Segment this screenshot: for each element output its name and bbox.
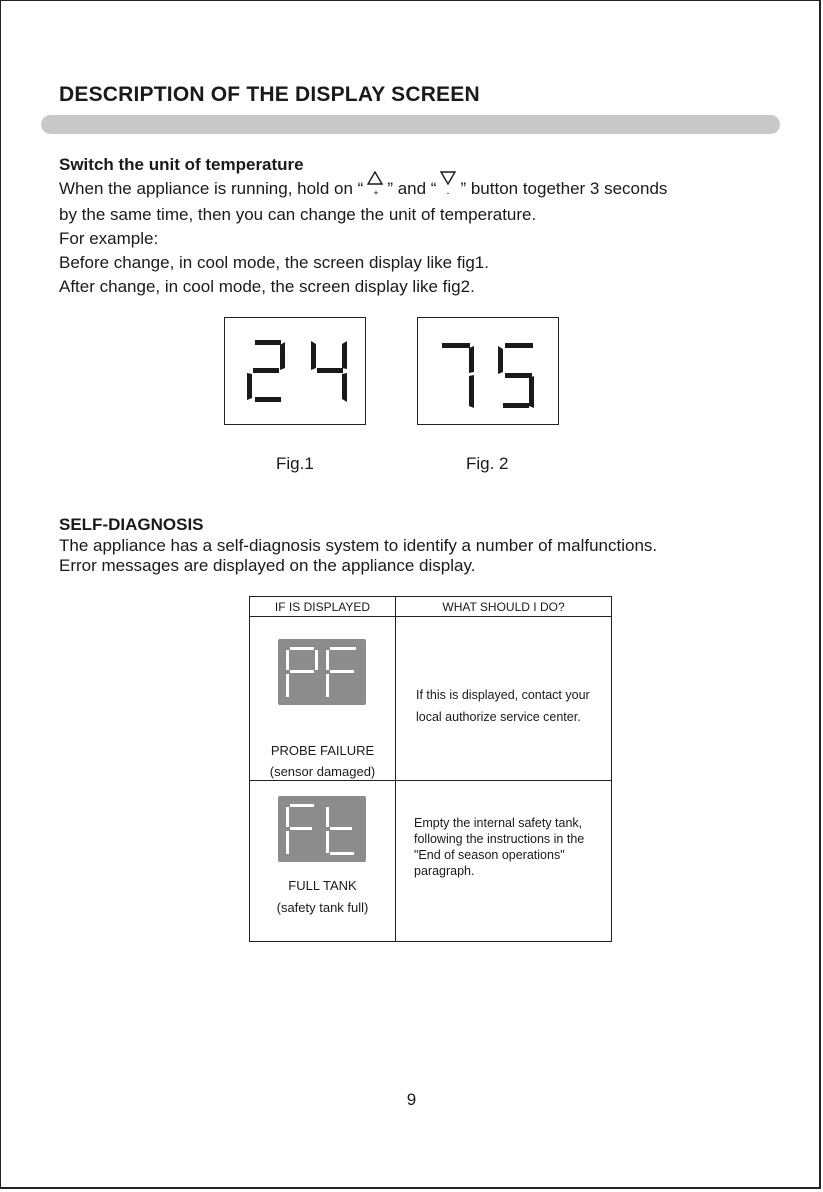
switch-unit-line-4: Before change, in cool mode, the screen display like fig1.	[59, 253, 489, 272]
seg-f-f	[286, 807, 289, 827]
ft-seven-segment	[278, 796, 366, 862]
seg-b-p	[315, 650, 318, 670]
fig1-display	[224, 317, 366, 425]
self-diagnosis-title: SELF-DIAGNOSIS	[59, 515, 204, 534]
action-line: paragraph.	[414, 864, 475, 878]
seg-a-digit-1	[442, 343, 470, 348]
seg-e-digit-1	[247, 373, 252, 400]
switch-unit-line-1	[59, 179, 667, 199]
ft-error-display	[278, 796, 366, 862]
switch-unit-line-5: After change, in cool mode, the screen display like fig2.	[59, 277, 475, 296]
seg-a-p	[290, 647, 314, 650]
table-row	[250, 617, 612, 781]
up-arrow-icon	[363, 179, 387, 197]
pf-seven-segment	[278, 639, 366, 705]
seg-d-digit-1	[255, 397, 281, 402]
page-heading: DESCRIPTION OF THE DISPLAY SCREEN	[59, 83, 480, 106]
fig2-seven-segment	[418, 318, 558, 424]
line1-part-b: ” and “	[387, 179, 437, 198]
seg-e-f	[326, 674, 329, 697]
line1-part-c: ” button together 3 seconds	[460, 179, 668, 198]
seg-f-f	[326, 650, 329, 670]
up-sign: +	[373, 188, 379, 198]
seg-a-f	[290, 804, 314, 807]
seg-g-digit-1	[253, 368, 279, 373]
seg-b-digit-2	[342, 341, 347, 369]
seg-a-f	[330, 647, 356, 650]
action-cell	[396, 617, 612, 781]
header-what-to-do: WHAT SHOULD I DO?	[396, 597, 612, 617]
seg-f-digit-2	[498, 346, 503, 374]
action-line: Empty the internal safety tank,	[414, 816, 583, 830]
heading-divider-bar	[41, 115, 780, 134]
seg-g-digit-2	[505, 373, 532, 378]
action-cell	[396, 781, 612, 942]
full-tank-sub: (safety tank full)	[276, 900, 369, 915]
seg-e-t	[326, 831, 329, 853]
pf-error-display	[278, 639, 366, 705]
seg-g-f	[330, 670, 354, 673]
error-table-header	[250, 597, 612, 617]
action-line: following the instructions in the	[414, 832, 585, 846]
seg-f-t	[326, 807, 329, 827]
seg-g-f	[290, 827, 312, 830]
seg-e-f	[286, 831, 289, 854]
table-row	[250, 781, 612, 942]
self-diagnosis-line-2: Error messages are displayed on the appliance display.	[59, 556, 476, 575]
seg-b-digit-1	[280, 342, 285, 370]
fig1-seven-segment	[225, 318, 365, 424]
error-display-cell	[250, 781, 396, 942]
seg-b-digit-1	[469, 346, 474, 373]
seg-e-p	[286, 674, 289, 697]
switch-unit-line-2: by the same time, then you can change the unit of temperature.	[59, 205, 537, 224]
action-line: "End of season operations"	[414, 848, 565, 862]
full-tank-label: FULL TANK	[288, 878, 357, 893]
full-tank-action	[414, 815, 584, 879]
seg-c-digit-2	[342, 373, 347, 402]
action-line: local authorize service center.	[416, 710, 581, 724]
seg-a-digit-2	[505, 343, 533, 348]
switch-unit-line-3: For example:	[59, 229, 159, 248]
action-line: If this is displayed, contact your	[416, 688, 590, 702]
header-if-displayed: IF IS DISPLAYED	[250, 597, 396, 617]
probe-failure-action	[416, 684, 590, 728]
self-diagnosis-line-1: The appliance has a self-diagnosis system to identify a number of malfunctions.	[59, 536, 658, 555]
fig2-caption: Fig. 2	[466, 454, 509, 473]
error-table	[249, 596, 612, 942]
page-number: 9	[406, 1090, 417, 1109]
seg-f-p	[286, 650, 289, 670]
probe-failure-sub: (sensor damaged)	[269, 764, 376, 779]
switch-unit-title: Switch the unit of temperature	[59, 155, 304, 174]
fig1-caption: Fig.1	[276, 454, 314, 473]
error-display-cell	[250, 617, 396, 781]
down-arrow-icon	[436, 179, 460, 197]
seg-g-digit-2	[317, 368, 343, 373]
probe-failure-label: PROBE FAILURE	[270, 743, 375, 758]
down-sign: -	[446, 188, 450, 198]
seg-f-digit-2	[311, 341, 316, 370]
line1-part-a: When the appliance is running, hold on “	[59, 179, 364, 198]
seg-g-p	[290, 670, 314, 673]
seg-d-t	[330, 852, 354, 855]
fig2-display	[417, 317, 559, 425]
seg-a-digit-1	[255, 340, 281, 345]
seg-d-digit-2	[503, 403, 529, 408]
seg-g-t	[330, 827, 352, 830]
seg-c-digit-1	[469, 375, 474, 408]
seg-c-digit-2	[529, 376, 534, 408]
